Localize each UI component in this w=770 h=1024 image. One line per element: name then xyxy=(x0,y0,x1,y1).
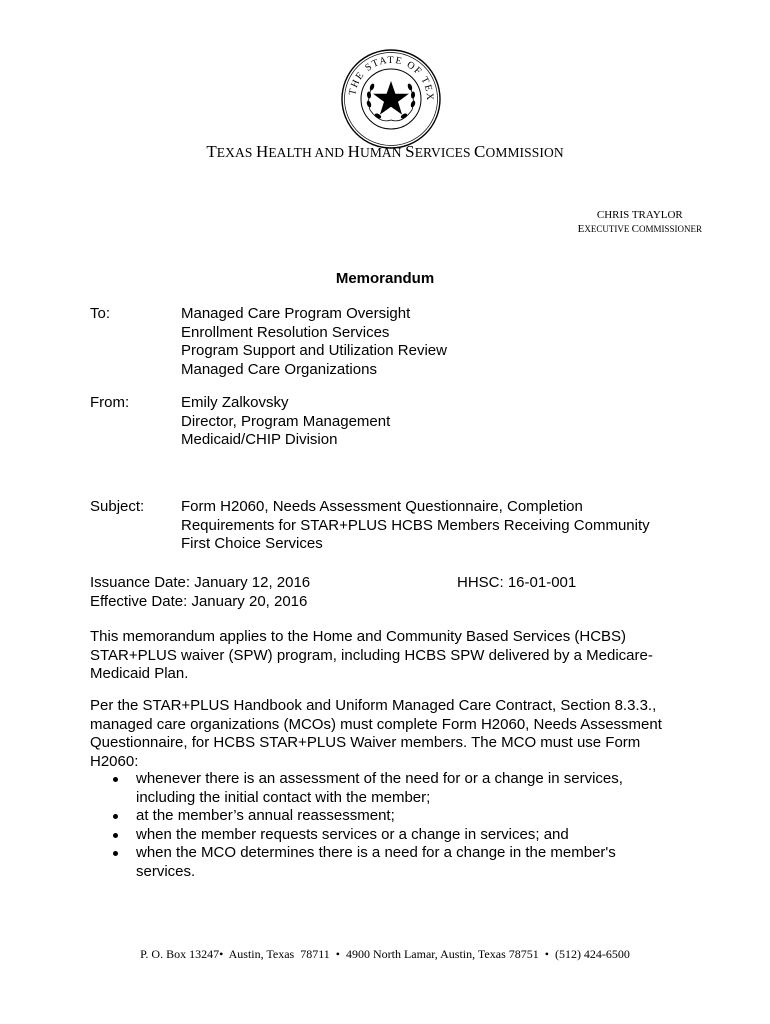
footer-address: P. O. Box 13247• Austin, Texas 78711 • 4900 North Lamar, Austin, Texas 78751 • (512) 424-6500 xyxy=(140,947,630,961)
bullet-icon xyxy=(113,814,118,819)
to-recipients xyxy=(181,305,447,379)
paragraph-line: managed care organizations (MCOs) must complete Form H2060, Needs Assessment xyxy=(90,715,662,733)
bullet-line: including the initial contact with the member; xyxy=(136,788,431,806)
subject-line: Requirements for STAR+PLUS HCBS Members Receiving Community xyxy=(181,516,650,534)
list-item xyxy=(110,844,623,881)
bullet-line: when the MCO determines there is a need for a change in the member's xyxy=(136,844,616,861)
commissioner-name: CHRIS TRAYLOR xyxy=(596,209,683,221)
bullet-icon xyxy=(113,851,118,856)
subject-text xyxy=(181,498,650,554)
hhsc-number: HHSC: 16-01-001 xyxy=(457,574,577,591)
bullet-line: when the member requests services or a change in services; and xyxy=(136,825,569,843)
bullet-icon xyxy=(113,777,118,782)
paragraph-1 xyxy=(90,628,690,684)
from-line: Director, Program Management xyxy=(181,412,391,430)
paragraph-line: This memorandum applies to the Home and Community Based Services (HCBS) xyxy=(90,628,627,645)
list-item xyxy=(110,826,623,845)
memo-dates xyxy=(90,574,310,611)
to-line: Enrollment Resolution Services xyxy=(181,323,390,341)
memo-title: Memorandum xyxy=(335,270,435,287)
agency-part: COMMISSION xyxy=(474,142,564,161)
paragraph-line: Medicaid Plan. xyxy=(90,665,189,682)
bullet-icon xyxy=(113,833,118,838)
bullet-line: services. xyxy=(136,862,196,880)
list-item xyxy=(110,770,623,807)
issuance-date: Issuance Date: January 12, 2016 xyxy=(90,574,311,591)
bullet-line: at the member’s annual reassessment; xyxy=(136,807,395,824)
from-line: Emily Zalkovsky xyxy=(181,394,289,411)
to-label: To: xyxy=(90,305,111,322)
subject-line: First Choice Services xyxy=(181,535,323,552)
paragraph-line: Questionnaire, for HCBS STAR+PLUS Waiver members. The MCO must use Form xyxy=(90,734,641,751)
agency-part: HEALTH AND xyxy=(255,142,348,161)
agency-name xyxy=(0,142,770,162)
agency-part: SERVICES xyxy=(405,142,475,161)
paragraph-2 xyxy=(90,697,690,771)
subject-label: Subject: xyxy=(90,498,145,515)
agency-part: TEXAS xyxy=(206,142,256,161)
bullet-line: whenever there is an assessment of the need for or a change in services, xyxy=(136,770,623,787)
paragraph-line: STAR+PLUS waiver (SPW) program, including HCBS SPW delivered by a Medicare- xyxy=(90,646,653,664)
paragraph-line: H2060: xyxy=(90,752,139,770)
paragraph-line: Per the STAR+PLUS Handbook and Uniform Managed Care Contract, Section 8.3.3., xyxy=(90,697,657,714)
to-line: Managed Care Organizations xyxy=(181,360,377,378)
effective-date: Effective Date: January 20, 2016 xyxy=(90,592,308,610)
to-line: Managed Care Program Oversight xyxy=(181,305,411,322)
agency-part: HUMAN xyxy=(347,142,406,161)
from-sender xyxy=(181,394,390,450)
to-line: Program Support and Utilization Review xyxy=(181,342,447,359)
bullet-list xyxy=(110,770,623,881)
from-label: From: xyxy=(90,394,130,411)
subject-line: Form H2060, Needs Assessment Questionnaire, Completion xyxy=(181,498,583,515)
commissioner-title: EXECUTIVE COMMISSIONER xyxy=(577,223,702,235)
from-line: Medicaid/CHIP Division xyxy=(181,431,338,448)
texas-state-seal-icon xyxy=(340,48,442,150)
list-item xyxy=(110,807,623,826)
commissioner-block xyxy=(578,208,702,236)
seal-inscription: THE STATE OF TEX xyxy=(347,54,436,102)
state-seal xyxy=(340,48,442,150)
